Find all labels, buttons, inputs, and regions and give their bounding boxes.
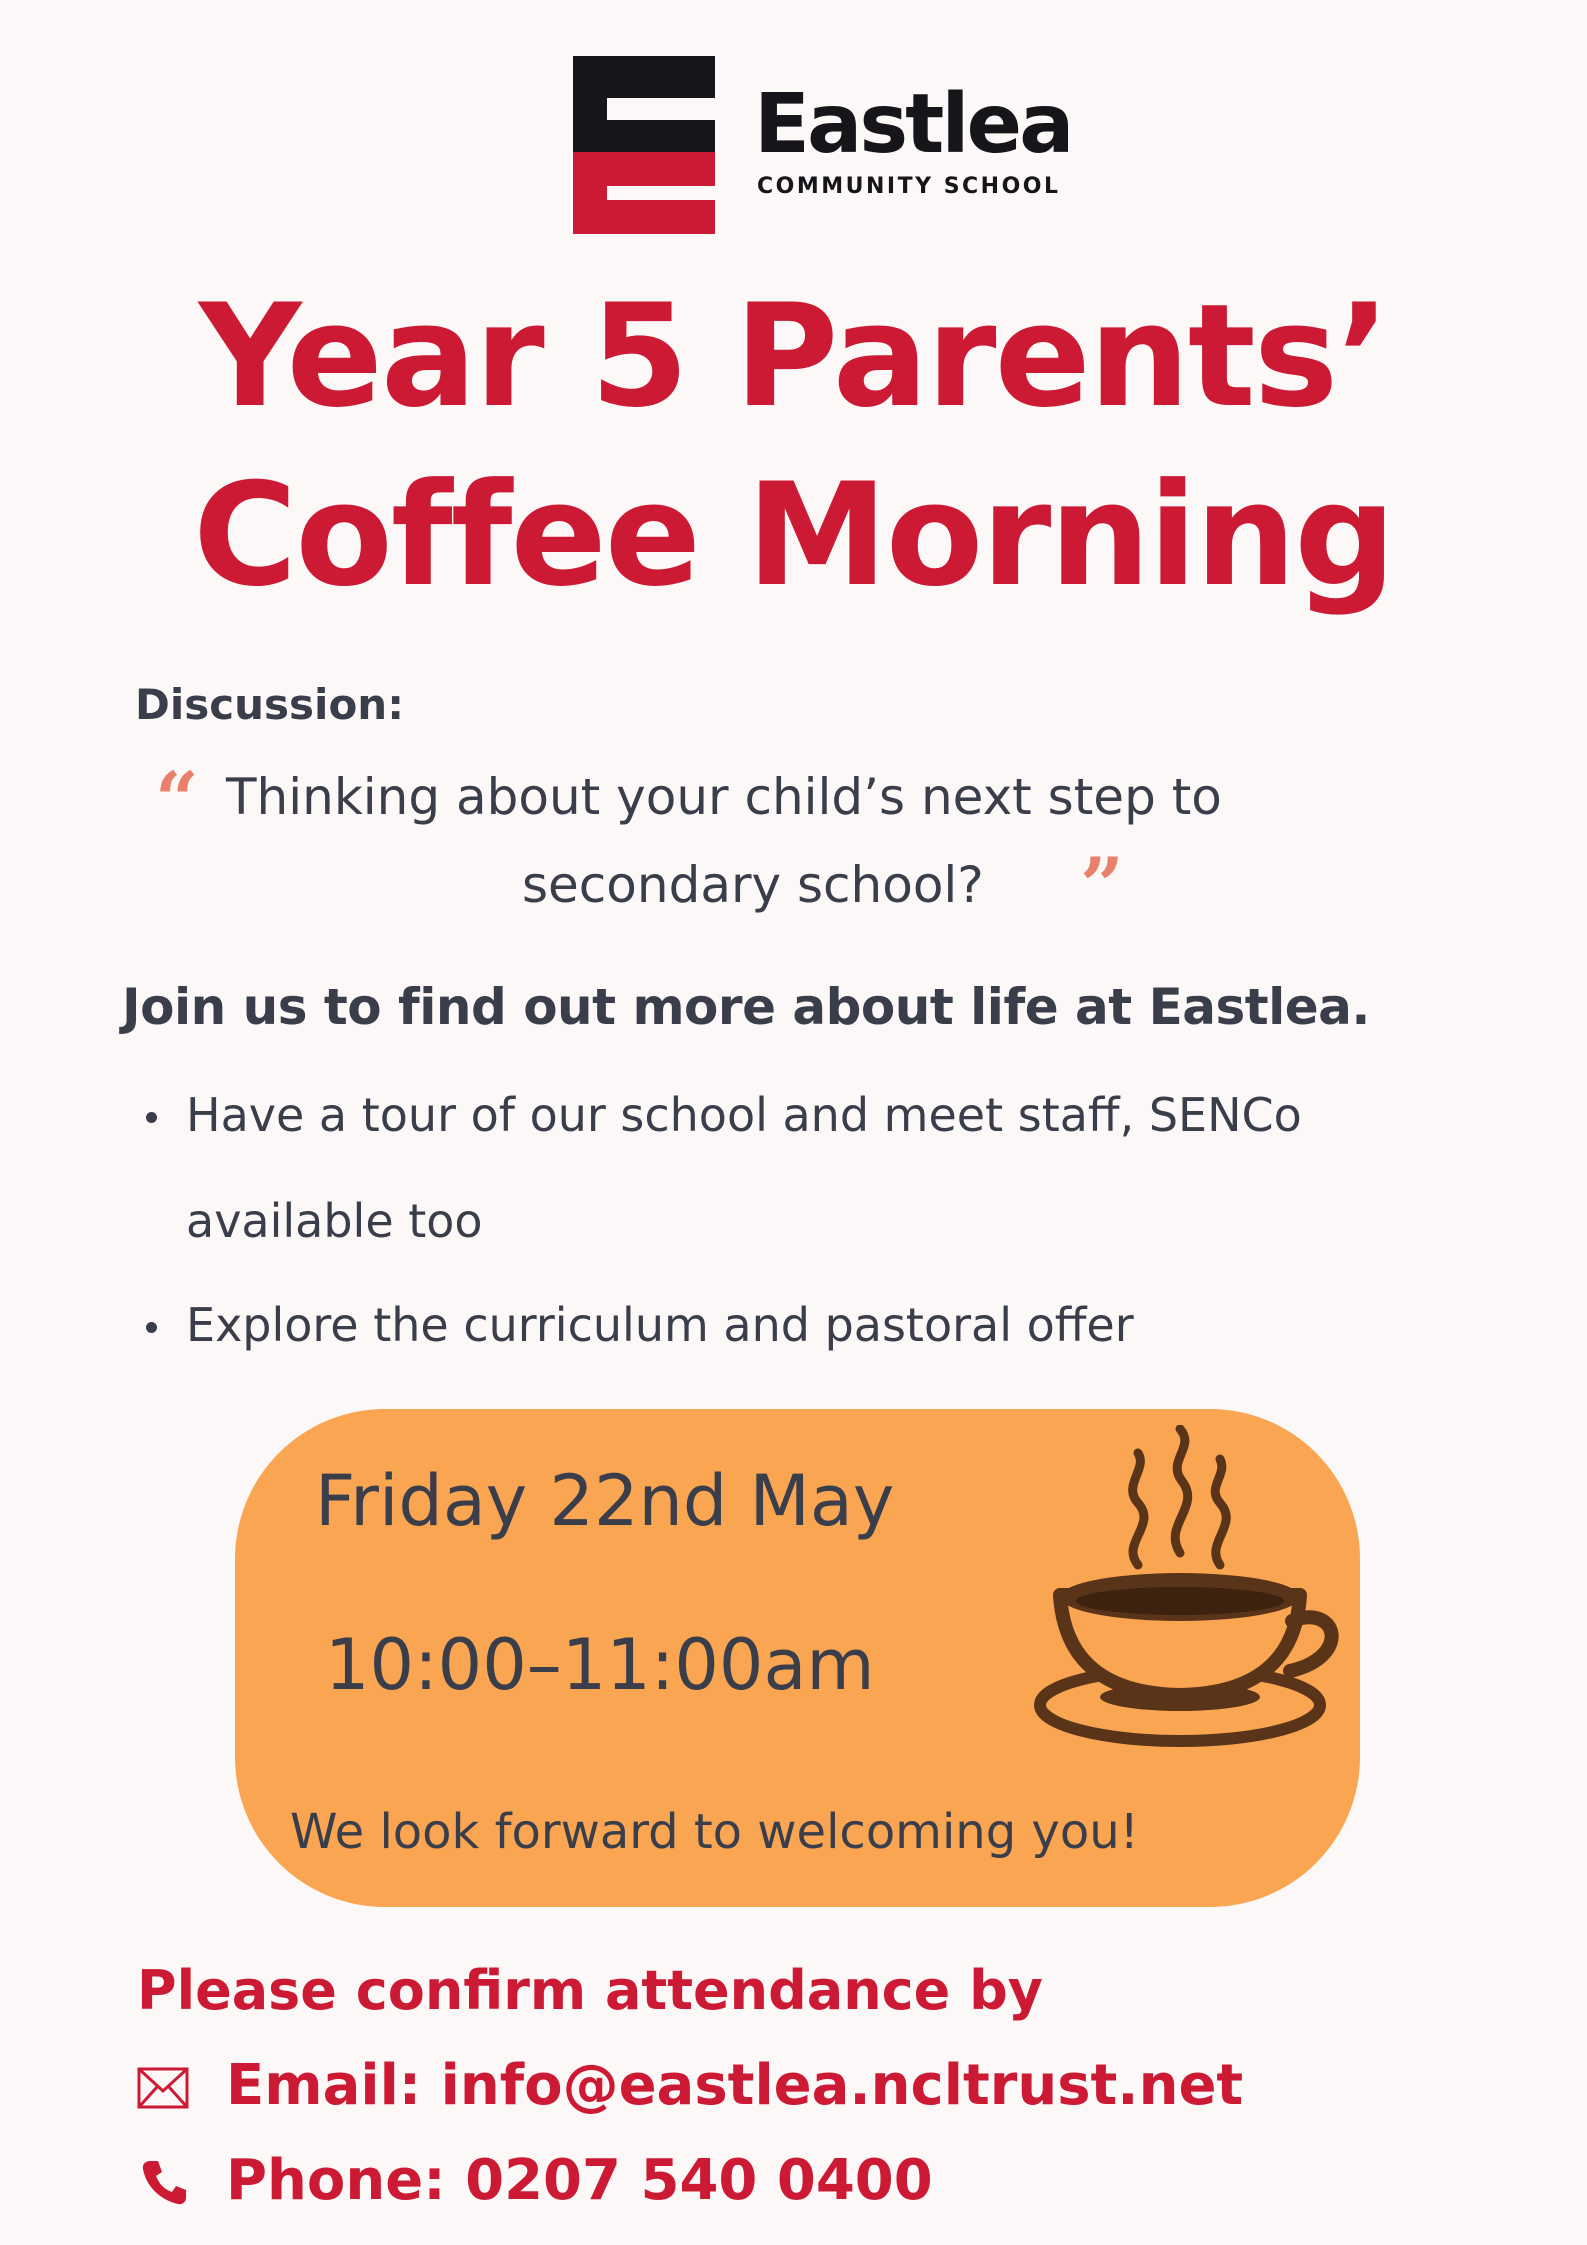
event-date: Friday 22nd May xyxy=(315,1460,895,1542)
page-title-line-2: Coffee Morning xyxy=(193,453,1394,618)
bullet-item-2: Explore the curriculum and pastoral offer xyxy=(186,1298,1134,1352)
quote-line-1: Thinking about your child’s next step to xyxy=(226,768,1222,826)
discussion-label: Discussion: xyxy=(135,680,405,729)
quote-line-2: secondary school? xyxy=(522,856,984,914)
coffee-cup-icon xyxy=(1020,1425,1340,1765)
event-welcome: We look forward to welcoming you! xyxy=(290,1804,1139,1860)
bullet-icon xyxy=(146,1112,157,1123)
bullet-icon xyxy=(146,1322,157,1333)
envelope-icon xyxy=(137,2067,189,2109)
page-title-line-1: Year 5 Parents’ xyxy=(198,274,1389,439)
email-contact[interactable]: Email: info@eastlea.ncltrust.net xyxy=(226,2053,1244,2118)
close-quote-icon: ” xyxy=(1080,841,1124,930)
bullet-item-1-line-1: Have a tour of our school and meet staff, SENCo xyxy=(186,1088,1302,1142)
join-heading: Join us to find out more about life at Eastlea. xyxy=(122,978,1370,1036)
bullet-item-1-line-2: available too xyxy=(186,1194,483,1248)
open-quote-icon: “ xyxy=(155,755,199,844)
logo-subtitle: COMMUNITY SCHOOL xyxy=(757,174,1061,199)
logo-name: Eastlea xyxy=(754,77,1072,172)
phone-icon xyxy=(140,2158,188,2206)
eastlea-logo-mark xyxy=(573,56,715,234)
confirm-heading: Please confirm attendance by xyxy=(137,1959,1043,2022)
phone-contact[interactable]: Phone: 0207 540 0400 xyxy=(226,2148,933,2213)
event-time: 10:00–11:00am xyxy=(325,1624,875,1706)
